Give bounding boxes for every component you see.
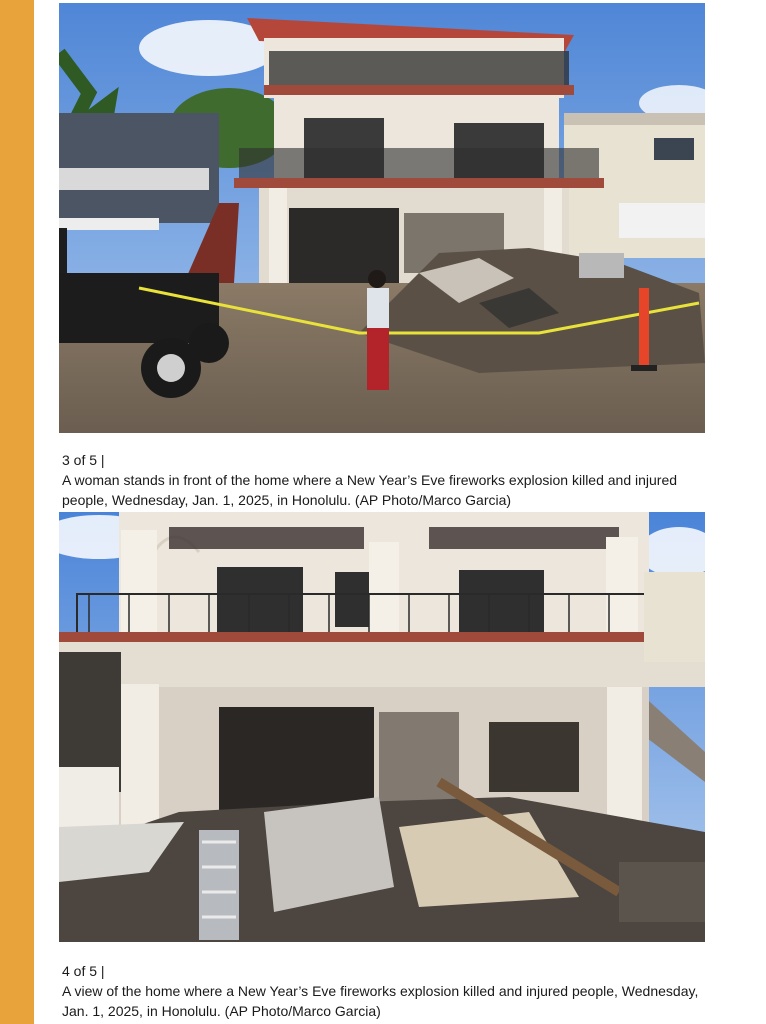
slide-photo-4[interactable] xyxy=(59,512,705,942)
house-closeup-photo xyxy=(59,512,705,942)
accent-side-bar xyxy=(0,0,34,1024)
caption-text: A woman stands in front of the home where a New Year’s Eve fireworks explosion killed and injured people, Wednesday, Jan. 1, 2025, in Honolulu. (AP Photo/Marco Garcia) xyxy=(62,472,678,508)
slide-photo-3[interactable] xyxy=(59,3,705,433)
slide-counter: 4 of 5 | xyxy=(62,963,105,979)
slide-caption-4 xyxy=(62,961,722,1021)
slide-counter: 3 of 5 | xyxy=(62,452,105,468)
house-photo-wide xyxy=(59,3,705,433)
caption-text: A view of the home where a New Year’s Eve fireworks explosion killed and injured people, Wednesday, Jan. 1, 2025, in Honolulu. (AP Photo/Marco Garcia) xyxy=(62,983,699,1019)
slide-caption-3 xyxy=(62,450,722,510)
